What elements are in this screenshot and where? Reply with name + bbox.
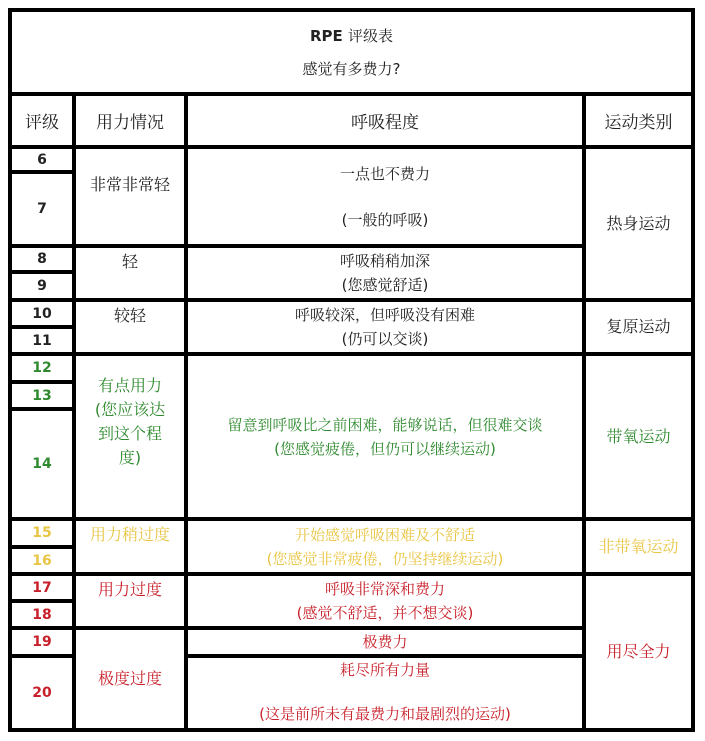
category-all-out: 用尽全力 (582, 572, 695, 732)
category-aerobic: 带氧运动 (582, 352, 695, 521)
title-subtitle: 感觉有多费力? (302, 60, 401, 78)
rpe-table (8, 8, 695, 732)
breathing-12-14: 留意到呼吸比之前困难，能够说话，但很难交谈 (您感觉疲倦，但仍可以继续运动) (184, 352, 586, 521)
rating-6: 6 (8, 145, 76, 174)
rating-7: 7 (8, 170, 76, 248)
header-category: 运动类别 (582, 92, 695, 149)
category-recovery: 复原运动 (582, 298, 695, 356)
breathing-17-18: 呼吸非常深和费力 (感觉不舒适，并不想交谈) (184, 572, 586, 630)
breathing-15-16: 开始感觉呼吸困难及不舒适 (您感觉非常疲倦，仍坚持继续运动) (184, 517, 586, 576)
header-rating: 评级 (8, 92, 76, 149)
rating-19: 19 (8, 626, 76, 658)
rating-12: 12 (8, 352, 76, 384)
rating-20: 20 (8, 654, 76, 732)
rating-15: 15 (8, 517, 76, 549)
header-breathing: 呼吸程度 (184, 92, 586, 149)
rating-16: 16 (8, 545, 76, 576)
header-effort: 用力情况 (72, 92, 188, 149)
effort-light: 轻 (72, 244, 188, 302)
rating-8: 8 (8, 244, 76, 274)
effort-over: 用力过度 (72, 572, 188, 630)
title-main: RPE 评级表 (309, 27, 394, 45)
rating-13: 13 (8, 380, 76, 411)
effort-slightly-over: 用力稍过度 (72, 517, 188, 576)
breathing-19: 极费力 (184, 626, 586, 658)
effort-very-very-light: 非常非常轻 (72, 145, 188, 248)
rating-14: 14 (8, 407, 76, 521)
rating-17: 17 (8, 572, 76, 603)
category-anaerobic: 非带氧运动 (582, 517, 695, 576)
effort-extreme: 极度过度 (72, 626, 188, 732)
rating-10: 10 (8, 298, 76, 329)
rating-11: 11 (8, 325, 76, 356)
table-title (8, 8, 695, 96)
category-warmup: 热身运动 (582, 145, 695, 302)
breathing-10-11: 呼吸较深，但呼吸没有困难 (仍可以交谈) (184, 298, 586, 356)
effort-somewhat-hard: 有点用力 (您应该达 到这个程 度) (72, 352, 188, 521)
breathing-20: 耗尽所有力量 (这是前所未有最费力和最剧烈的运动) (184, 654, 586, 732)
rating-9: 9 (8, 270, 76, 302)
effort-fairly-light: 较轻 (72, 298, 188, 356)
breathing-6-7: 一点也不费力 (一般的呼吸) (184, 145, 586, 248)
breathing-8-9: 呼吸稍稍加深 (您感觉舒适) (184, 244, 586, 302)
rating-18: 18 (8, 599, 76, 630)
